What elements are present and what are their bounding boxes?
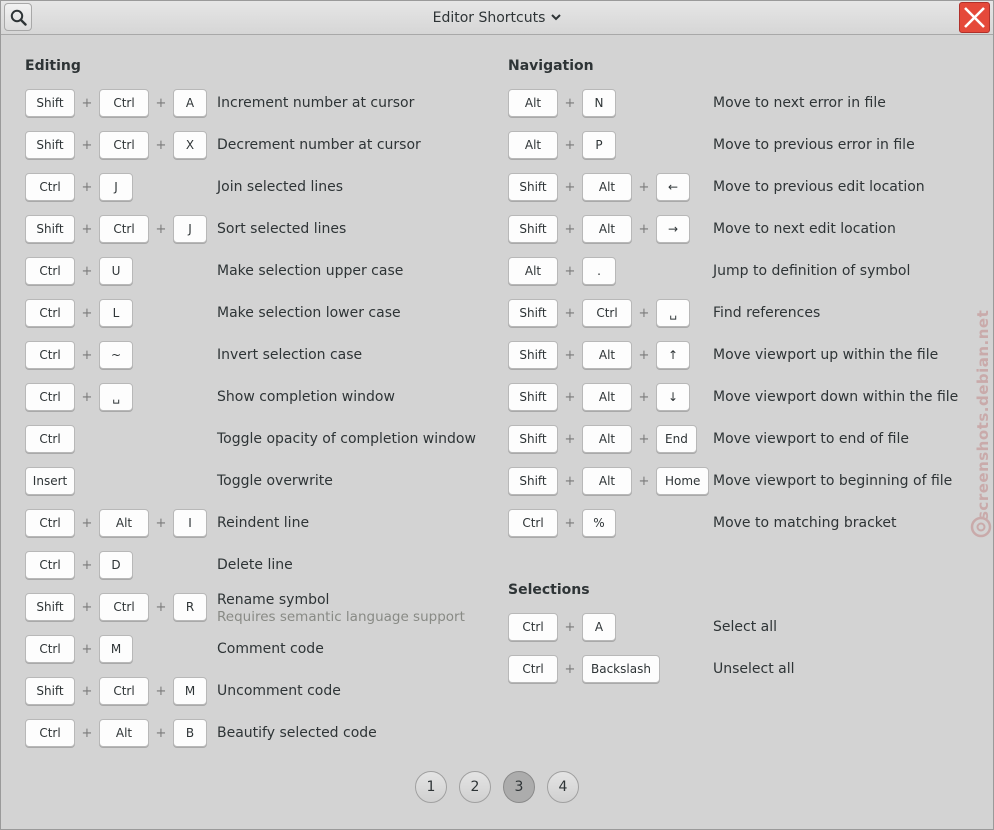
keycap: X <box>173 131 207 159</box>
shortcut-description <box>217 641 324 657</box>
key-combination <box>25 214 207 244</box>
plus-separator: + <box>638 347 650 363</box>
shortcut-title: Toggle opacity of completion window <box>217 431 476 447</box>
shortcut-description <box>217 263 403 279</box>
shortcut-row <box>25 256 485 298</box>
keycap: Backslash <box>582 655 660 683</box>
plus-separator: + <box>81 263 93 279</box>
shortcut-row <box>25 382 485 424</box>
shortcut-description <box>713 347 938 363</box>
keycap: Ctrl <box>25 425 75 453</box>
shortcut-title: Join selected lines <box>217 179 344 195</box>
plus-separator: + <box>564 389 576 405</box>
key-combination <box>508 340 690 370</box>
shortcut-title: Sort selected lines <box>217 221 347 237</box>
page-button-4[interactable]: 4 <box>547 771 579 803</box>
plus-separator: + <box>155 725 167 741</box>
shortcut-row <box>25 718 485 760</box>
plus-separator: + <box>81 221 93 237</box>
keycap: Shift <box>508 467 558 495</box>
search-button[interactable] <box>4 3 32 31</box>
shortcut-description <box>217 473 333 489</box>
shortcut-row <box>508 130 968 172</box>
keycap: Ctrl <box>25 341 75 369</box>
shortcut-title: Move viewport to beginning of file <box>713 473 953 489</box>
chevron-down-icon[interactable] <box>551 14 561 21</box>
key-combination <box>25 130 207 160</box>
plus-separator: + <box>638 473 650 489</box>
key-combination <box>508 654 660 684</box>
keycap: . <box>582 257 616 285</box>
keycap: Ctrl <box>99 131 149 159</box>
shortcut-description <box>217 683 341 699</box>
shortcut-row <box>25 676 485 718</box>
key-combination <box>508 172 690 202</box>
shortcut-description <box>713 179 925 195</box>
shortcut-title: Increment number at cursor <box>217 95 415 111</box>
keycap: Shift <box>508 173 558 201</box>
section-title-selections: Selections <box>508 582 590 598</box>
plus-separator: + <box>638 221 650 237</box>
keycap: Ctrl <box>508 655 558 683</box>
shortcut-title: Select all <box>713 619 777 635</box>
keycap: Shift <box>508 425 558 453</box>
plus-separator: + <box>564 95 576 111</box>
shortcut-description <box>713 473 952 489</box>
plus-separator: + <box>81 95 93 111</box>
shortcut-description <box>217 137 421 153</box>
keycap: Ctrl <box>25 635 75 663</box>
keycap: Alt <box>582 467 632 495</box>
shortcut-description <box>713 305 820 321</box>
keycap: % <box>582 509 616 537</box>
key-combination <box>508 382 690 412</box>
navigation-shortcut-list <box>508 88 968 550</box>
keycap: Alt <box>508 131 558 159</box>
shortcut-title: Beautify selected code <box>217 725 377 741</box>
selections-shortcut-list <box>508 612 968 696</box>
shortcut-row <box>508 424 968 466</box>
shortcut-title: Unselect all <box>713 661 795 677</box>
plus-separator: + <box>564 347 576 363</box>
shortcut-row <box>508 382 968 424</box>
keycap: Ctrl <box>25 173 75 201</box>
shortcut-title: Reindent line <box>217 515 310 531</box>
navigation-column <box>508 58 968 696</box>
keycap: R <box>173 593 207 621</box>
key-combination <box>25 718 207 748</box>
section-title-editing: Editing <box>25 58 81 74</box>
watermark-text: screenshots.debian.net <box>974 309 992 520</box>
keycap: Alt <box>99 509 149 537</box>
shortcut-title: Move viewport down within the file <box>713 389 959 405</box>
shortcut-row <box>25 172 485 214</box>
key-combination <box>25 88 207 118</box>
keycap: Shift <box>508 299 558 327</box>
keycap: M <box>99 635 133 663</box>
keycap: J <box>173 215 207 243</box>
shortcut-row <box>508 340 968 382</box>
shortcut-title: Show completion window <box>217 389 395 405</box>
key-combination <box>508 466 709 496</box>
keycap: Ctrl <box>508 509 558 537</box>
shortcut-description <box>713 515 897 531</box>
shortcut-row <box>508 654 968 696</box>
keycap: Alt <box>508 257 558 285</box>
debian-swirl-icon <box>970 516 992 538</box>
keycap: Ctrl <box>25 719 75 747</box>
plus-separator: + <box>81 305 93 321</box>
close-button[interactable] <box>959 2 990 33</box>
keycap: Shift <box>25 677 75 705</box>
key-combination <box>25 466 75 496</box>
watermark <box>972 300 992 540</box>
keycap: Alt <box>99 719 149 747</box>
shortcut-row <box>508 256 968 298</box>
shortcut-title: Move to next error in file <box>713 95 886 111</box>
key-combination <box>25 172 133 202</box>
shortcut-row <box>25 130 485 172</box>
keycap: Home <box>656 467 709 495</box>
shortcut-row <box>25 340 485 382</box>
plus-separator: + <box>155 683 167 699</box>
shortcut-title: Decrement number at cursor <box>217 137 421 153</box>
shortcut-title: Rename symbol <box>217 592 330 608</box>
keycap: ␣ <box>656 299 690 327</box>
plus-separator: + <box>638 179 650 195</box>
keycap: B <box>173 719 207 747</box>
keycap: Ctrl <box>508 613 558 641</box>
shortcut-title: Jump to definition of symbol <box>713 263 911 279</box>
key-combination <box>25 550 133 580</box>
shortcut-title: Move to previous error in file <box>713 137 915 153</box>
key-combination <box>508 214 690 244</box>
plus-separator: + <box>564 515 576 531</box>
page-button-3[interactable]: 3 <box>503 771 535 803</box>
plus-separator: + <box>81 179 93 195</box>
plus-separator: + <box>155 95 167 111</box>
plus-separator: + <box>638 431 650 447</box>
keycap: M <box>173 677 207 705</box>
keycap: Ctrl <box>25 509 75 537</box>
shortcut-description <box>713 221 896 237</box>
shortcut-title: Toggle overwrite <box>217 473 333 489</box>
shortcut-description <box>217 221 346 237</box>
plus-separator: + <box>564 263 576 279</box>
key-combination <box>25 340 133 370</box>
plus-separator: + <box>81 389 93 405</box>
shortcut-description <box>713 137 915 153</box>
plus-separator: + <box>564 431 576 447</box>
keycap: End <box>656 425 697 453</box>
keycap: Shift <box>508 341 558 369</box>
keycap: Ctrl <box>99 89 149 117</box>
plus-separator: + <box>81 599 93 615</box>
shortcut-description <box>217 592 465 625</box>
key-combination <box>508 130 616 160</box>
plus-separator: + <box>638 389 650 405</box>
key-combination <box>508 424 697 454</box>
keycap: D <box>99 551 133 579</box>
keycap: Shift <box>25 131 75 159</box>
shortcut-row <box>25 424 485 466</box>
key-combination <box>25 424 75 454</box>
shortcut-row <box>508 508 968 550</box>
keycap: Ctrl <box>99 215 149 243</box>
key-combination <box>508 298 690 328</box>
key-combination <box>508 256 616 286</box>
shortcut-title: Invert selection case <box>217 347 363 363</box>
keycap: N <box>582 89 616 117</box>
keycap: L <box>99 299 133 327</box>
keycap: Alt <box>582 173 632 201</box>
keycap: J <box>99 173 133 201</box>
plus-separator: + <box>81 515 93 531</box>
shortcut-row <box>25 550 485 592</box>
plus-separator: + <box>155 599 167 615</box>
shortcut-description <box>713 389 958 405</box>
keycap: Shift <box>508 383 558 411</box>
plus-separator: + <box>81 725 93 741</box>
shortcut-title: Make selection upper case <box>217 263 404 279</box>
shortcut-row <box>508 466 968 508</box>
shortcut-row <box>25 592 485 634</box>
key-combination <box>25 256 133 286</box>
plus-separator: + <box>81 137 93 153</box>
keycap: Shift <box>25 593 75 621</box>
keycap: Alt <box>508 89 558 117</box>
page-button-2[interactable]: 2 <box>459 771 491 803</box>
shortcut-description <box>217 305 401 321</box>
shortcut-description <box>217 557 293 573</box>
keycap: Alt <box>582 383 632 411</box>
keycap: Ctrl <box>99 677 149 705</box>
shortcut-row <box>25 88 485 130</box>
shortcut-row <box>508 298 968 340</box>
shortcut-row <box>25 214 485 256</box>
plus-separator: + <box>564 473 576 489</box>
shortcut-title: Delete line <box>217 557 293 573</box>
keycap: Ctrl <box>582 299 632 327</box>
keycap: → <box>656 215 690 243</box>
shortcut-title: Move to next edit location <box>713 221 896 237</box>
plus-separator: + <box>564 619 576 635</box>
shortcut-title: Move to matching bracket <box>713 515 897 531</box>
editing-shortcut-list <box>25 88 485 760</box>
shortcut-description <box>713 95 886 111</box>
shortcut-description <box>217 431 476 447</box>
key-combination <box>25 634 133 664</box>
key-combination <box>25 676 207 706</box>
shortcut-row <box>25 466 485 508</box>
shortcut-description <box>713 661 795 677</box>
shortcut-row <box>25 634 485 676</box>
plus-separator: + <box>81 683 93 699</box>
close-icon <box>963 6 986 29</box>
key-combination <box>508 88 616 118</box>
keycap: Ctrl <box>25 257 75 285</box>
window-title[interactable]: Editor Shortcuts <box>432 9 546 26</box>
shortcut-title: Uncomment code <box>217 683 341 699</box>
keycap: Insert <box>25 467 75 495</box>
shortcut-row <box>25 508 485 550</box>
keycap: ␣ <box>99 383 133 411</box>
keycap: Alt <box>582 341 632 369</box>
keycap: ↓ <box>656 383 690 411</box>
keycap: Alt <box>582 425 632 453</box>
key-combination <box>508 612 616 642</box>
shortcut-description <box>713 431 909 447</box>
shortcut-description <box>217 347 362 363</box>
shortcut-description <box>713 263 910 279</box>
keycap: A <box>582 613 616 641</box>
page-button-1[interactable]: 1 <box>415 771 447 803</box>
key-combination <box>25 382 133 412</box>
keycap: U <box>99 257 133 285</box>
plus-separator: + <box>638 305 650 321</box>
shortcut-title: Move viewport to end of file <box>713 431 909 447</box>
plus-separator: + <box>155 221 167 237</box>
title-area <box>1 1 993 34</box>
keycap: Shift <box>25 89 75 117</box>
shortcut-title: Move to previous edit location <box>713 179 925 195</box>
key-combination <box>508 508 616 538</box>
shortcut-description <box>217 95 414 111</box>
keycap: Ctrl <box>25 299 75 327</box>
shortcut-title: Make selection lower case <box>217 305 401 321</box>
shortcut-title: Move viewport up within the file <box>713 347 939 363</box>
shortcut-description <box>217 389 395 405</box>
plus-separator: + <box>81 347 93 363</box>
plus-separator: + <box>564 221 576 237</box>
shortcut-description <box>713 619 777 635</box>
shortcut-subtitle: Requires semantic language support <box>217 609 465 625</box>
shortcut-row <box>508 612 968 654</box>
shortcut-description <box>217 515 309 531</box>
plus-separator: + <box>81 641 93 657</box>
keycap: ~ <box>99 341 133 369</box>
shortcut-description <box>217 179 343 195</box>
search-icon <box>10 9 27 26</box>
header-bar <box>1 1 993 35</box>
keycap: Shift <box>508 215 558 243</box>
plus-separator: + <box>564 137 576 153</box>
keycap: ↑ <box>656 341 690 369</box>
shortcut-row <box>508 88 968 130</box>
keycap: Ctrl <box>25 383 75 411</box>
plus-separator: + <box>155 515 167 531</box>
keycap: ← <box>656 173 690 201</box>
shortcut-title: Comment code <box>217 641 324 657</box>
plus-separator: + <box>155 137 167 153</box>
shortcut-description <box>217 725 377 741</box>
keycap: I <box>173 509 207 537</box>
editing-column <box>25 58 485 760</box>
shortcut-row <box>25 298 485 340</box>
plus-separator: + <box>564 661 576 677</box>
key-combination <box>25 508 207 538</box>
page-switcher <box>0 771 994 803</box>
plus-separator: + <box>564 305 576 321</box>
keycap: Shift <box>25 215 75 243</box>
shortcut-title: Find references <box>713 305 821 321</box>
shortcut-row <box>508 214 968 256</box>
keycap: P <box>582 131 616 159</box>
plus-separator: + <box>81 557 93 573</box>
plus-separator: + <box>564 179 576 195</box>
keycap: Alt <box>582 215 632 243</box>
keycap: Ctrl <box>99 593 149 621</box>
key-combination <box>25 592 207 622</box>
key-combination <box>25 298 133 328</box>
shortcut-row <box>508 172 968 214</box>
keycap: Ctrl <box>25 551 75 579</box>
section-title-navigation: Navigation <box>508 58 594 74</box>
keycap: A <box>173 89 207 117</box>
